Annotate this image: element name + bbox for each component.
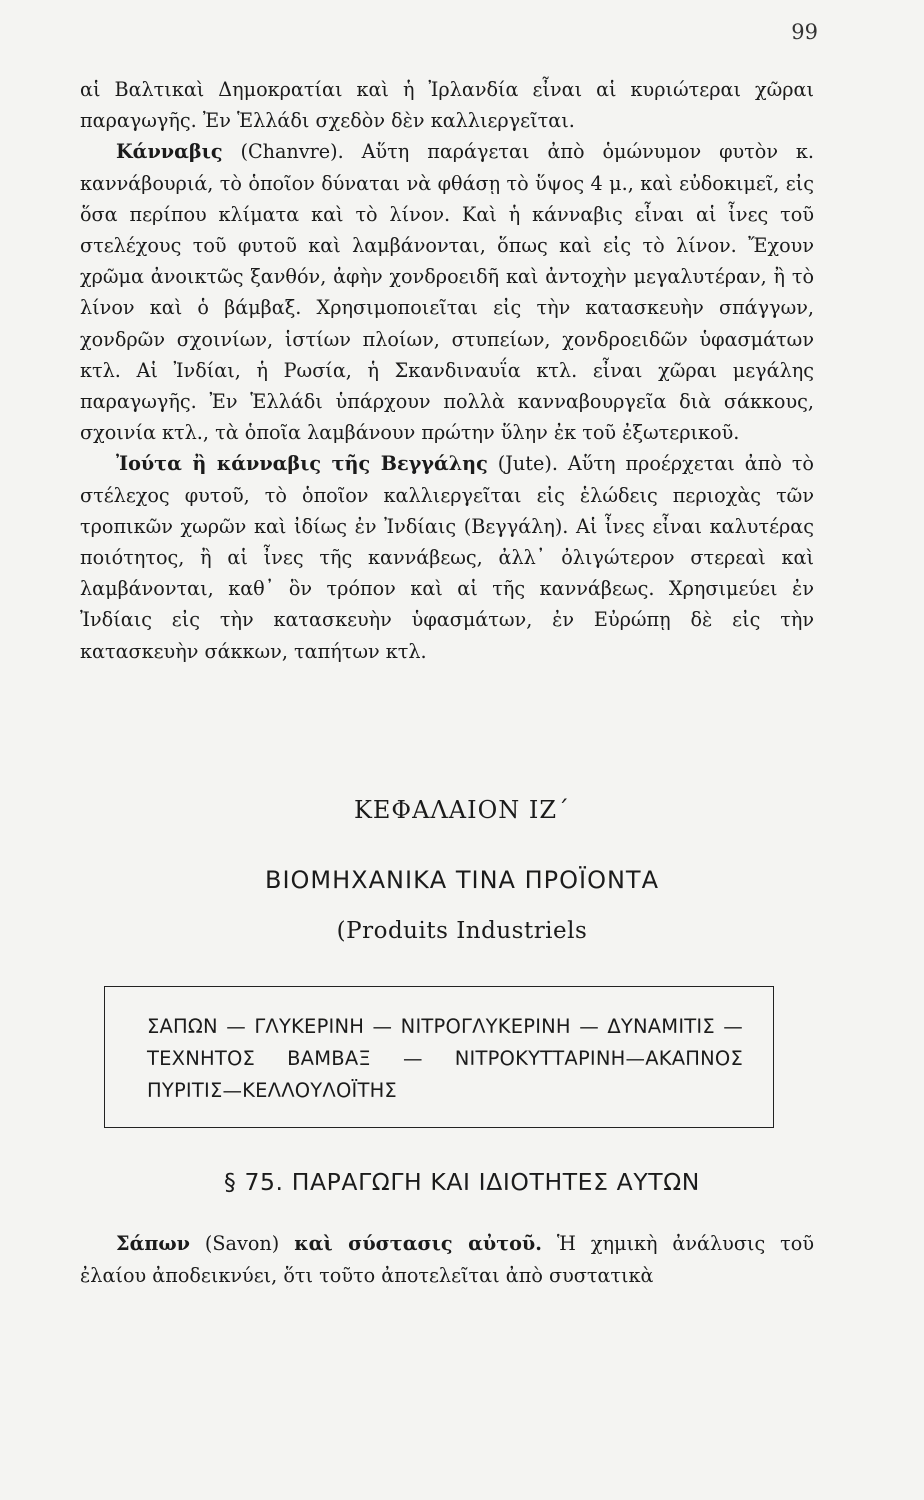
jute-heading: Ἰούτα ἢ κάνναβις τῆς Βεγγάλης	[116, 452, 488, 476]
page-number: 99	[791, 20, 818, 44]
hemp-text: Αὕτη παράγεται ἀπὸ ὁμώνυμον φυτὸν κ. καννάβουριά, τὸ ὁποῖον δύναται νὰ φθάσῃ τὸ ὕψος 4 μ., καὶ εὐδοκιμεῖ, εἰς ὅσα περίπου κλίματα καὶ τὸ λίνον. Καὶ ἡ κάνναβις εἶναι αἱ ἶνες τοῦ στελέχους τοῦ φυτοῦ καὶ λαμβάνονται, ὅπως καὶ εἰς τὸ λίνον. Ἔχουν χρῶμα ἀνοικτῶς ξανθόν, ἀφὴν χονδροειδῆ καὶ ἀντοχὴν μεγαλυτέραν, ἢ τὸ λίνον καὶ ὁ βάμβαξ. Χρησιμοποιεῖται εἰς τὴν κατασκευὴν σπάγγων, χονδρῶν σχοινίων, ἱστίων πλοίων, στυπείων, χονδροειδῶν ὑφασμάτων κτλ. Αἱ Ἰνδίαι, ἡ Ρωσία, ἡ Σκανδιναυΐα κτλ. εἶναι χῶραι μεγάλης παραγωγῆς. Ἐν Ἑλλάδι ὑπάρχουν πολλὰ κανναβουργεῖα διὰ σάκκους, σχοινία κτλ., τὰ ὁποῖα λαμβάνουν πρώτην ὕλην ἐκ τοῦ ἐξωτερικοῦ.	[80, 140, 815, 445]
soap-paragraph	[80, 1228, 814, 1292]
hemp-paragraph	[80, 136, 814, 448]
body-text	[80, 74, 814, 667]
chapter-title: ΚΕΦΑΛΑΙΟΝ ΙΖ΄	[353, 796, 571, 824]
chapter-summary-text: ΣΑΠΩΝ — ΓΛΥΚΕΡΙΝΗ — ΝΙΤΡΟΓΛΥΚΕΡΙΝΗ — ΔΥΝΑΜΙΤΙΣ — ΤΕΧΝΗΤΟΣ ΒΑΜΒΑΞ — ΝΙΤΡΟΚΥΤΤΑΡΙΝΗ—ΑΚΑΠΝΟΣ ΠΥΡΙΤΙΣ—ΚΕΛΛΟΥΛΟΪΤΗΣ	[147, 1015, 743, 1102]
soap-heading: Σάπων	[116, 1232, 190, 1255]
soap-section	[80, 1228, 814, 1292]
chapter-summary-box	[104, 986, 774, 1128]
chapter-subtitle: ΒΙΟΜΗΧΑΝΙΚΑ ΤΙΝΑ ΠΡΟΪΟΝΤΑ	[264, 866, 659, 894]
section-heading: § 75. ΠΑΡΑΓΩΓΗ ΚΑΙ ΙΔΙΟΤΗΤΕΣ ΑΥΤΩΝ	[224, 1168, 700, 1196]
soap-french: (Savon)	[189, 1232, 295, 1255]
jute-text: Αὕτη προέρχεται ἀπὸ τὸ στέλεχος φυτοῦ, τὸ ὁποῖον καλλιεργεῖται εἰς ἑλώδεις περιοχὰς τῶν τροπικῶν χωρῶν καὶ ἰδίως ἐν Ἰνδίαις (Βεγγάλη). Αἱ ἶνες εἶναι καλυτέρας ποιότητος, ἢ αἱ ἶνες τῆς καννάβεως, ἀλλ᾽ ὀλιγώτερον στερεαὶ καὶ λαμβάνονται, καθ᾽ ὃν τρόπον καὶ αἱ τῆς καννάβεως. Χρησιμεύει ἐν Ἰνδίαις εἰς τὴν κατασκευὴν ὑφασμάτων, ἐν Εὐρώπῃ δὲ εἰς τὴν κατασκευὴν σάκκων, ταπήτων κτλ.	[80, 452, 814, 663]
hemp-heading: Κάνναβις	[116, 140, 223, 164]
soap-text: Ἡ χημικὴ ἀνάλυσις τοῦ ἐλαίου ἀποδεικνύει, ὅτι τοῦτο ἀποτελεῖται ἀπὸ συστατικὰ	[80, 1232, 814, 1287]
intro-paragraph: αἱ Βαλτικαὶ Δημοκρατίαι καὶ ἡ Ἰρλανδία εἶναι αἱ κυριώτεραι χῶραι παραγωγῆς. Ἐν Ἑλλάδι σχεδὸν δὲν καλλιεργεῖται.	[80, 78, 814, 133]
chapter-french-title: (Produits Industriels	[336, 918, 588, 944]
soap-heading-continued: καὶ σύστασις αὐτοῦ.	[294, 1232, 542, 1255]
jute-french: (Jute).	[487, 452, 558, 476]
hemp-french: (Chanvre).	[222, 140, 344, 164]
jute-paragraph	[80, 448, 814, 666]
